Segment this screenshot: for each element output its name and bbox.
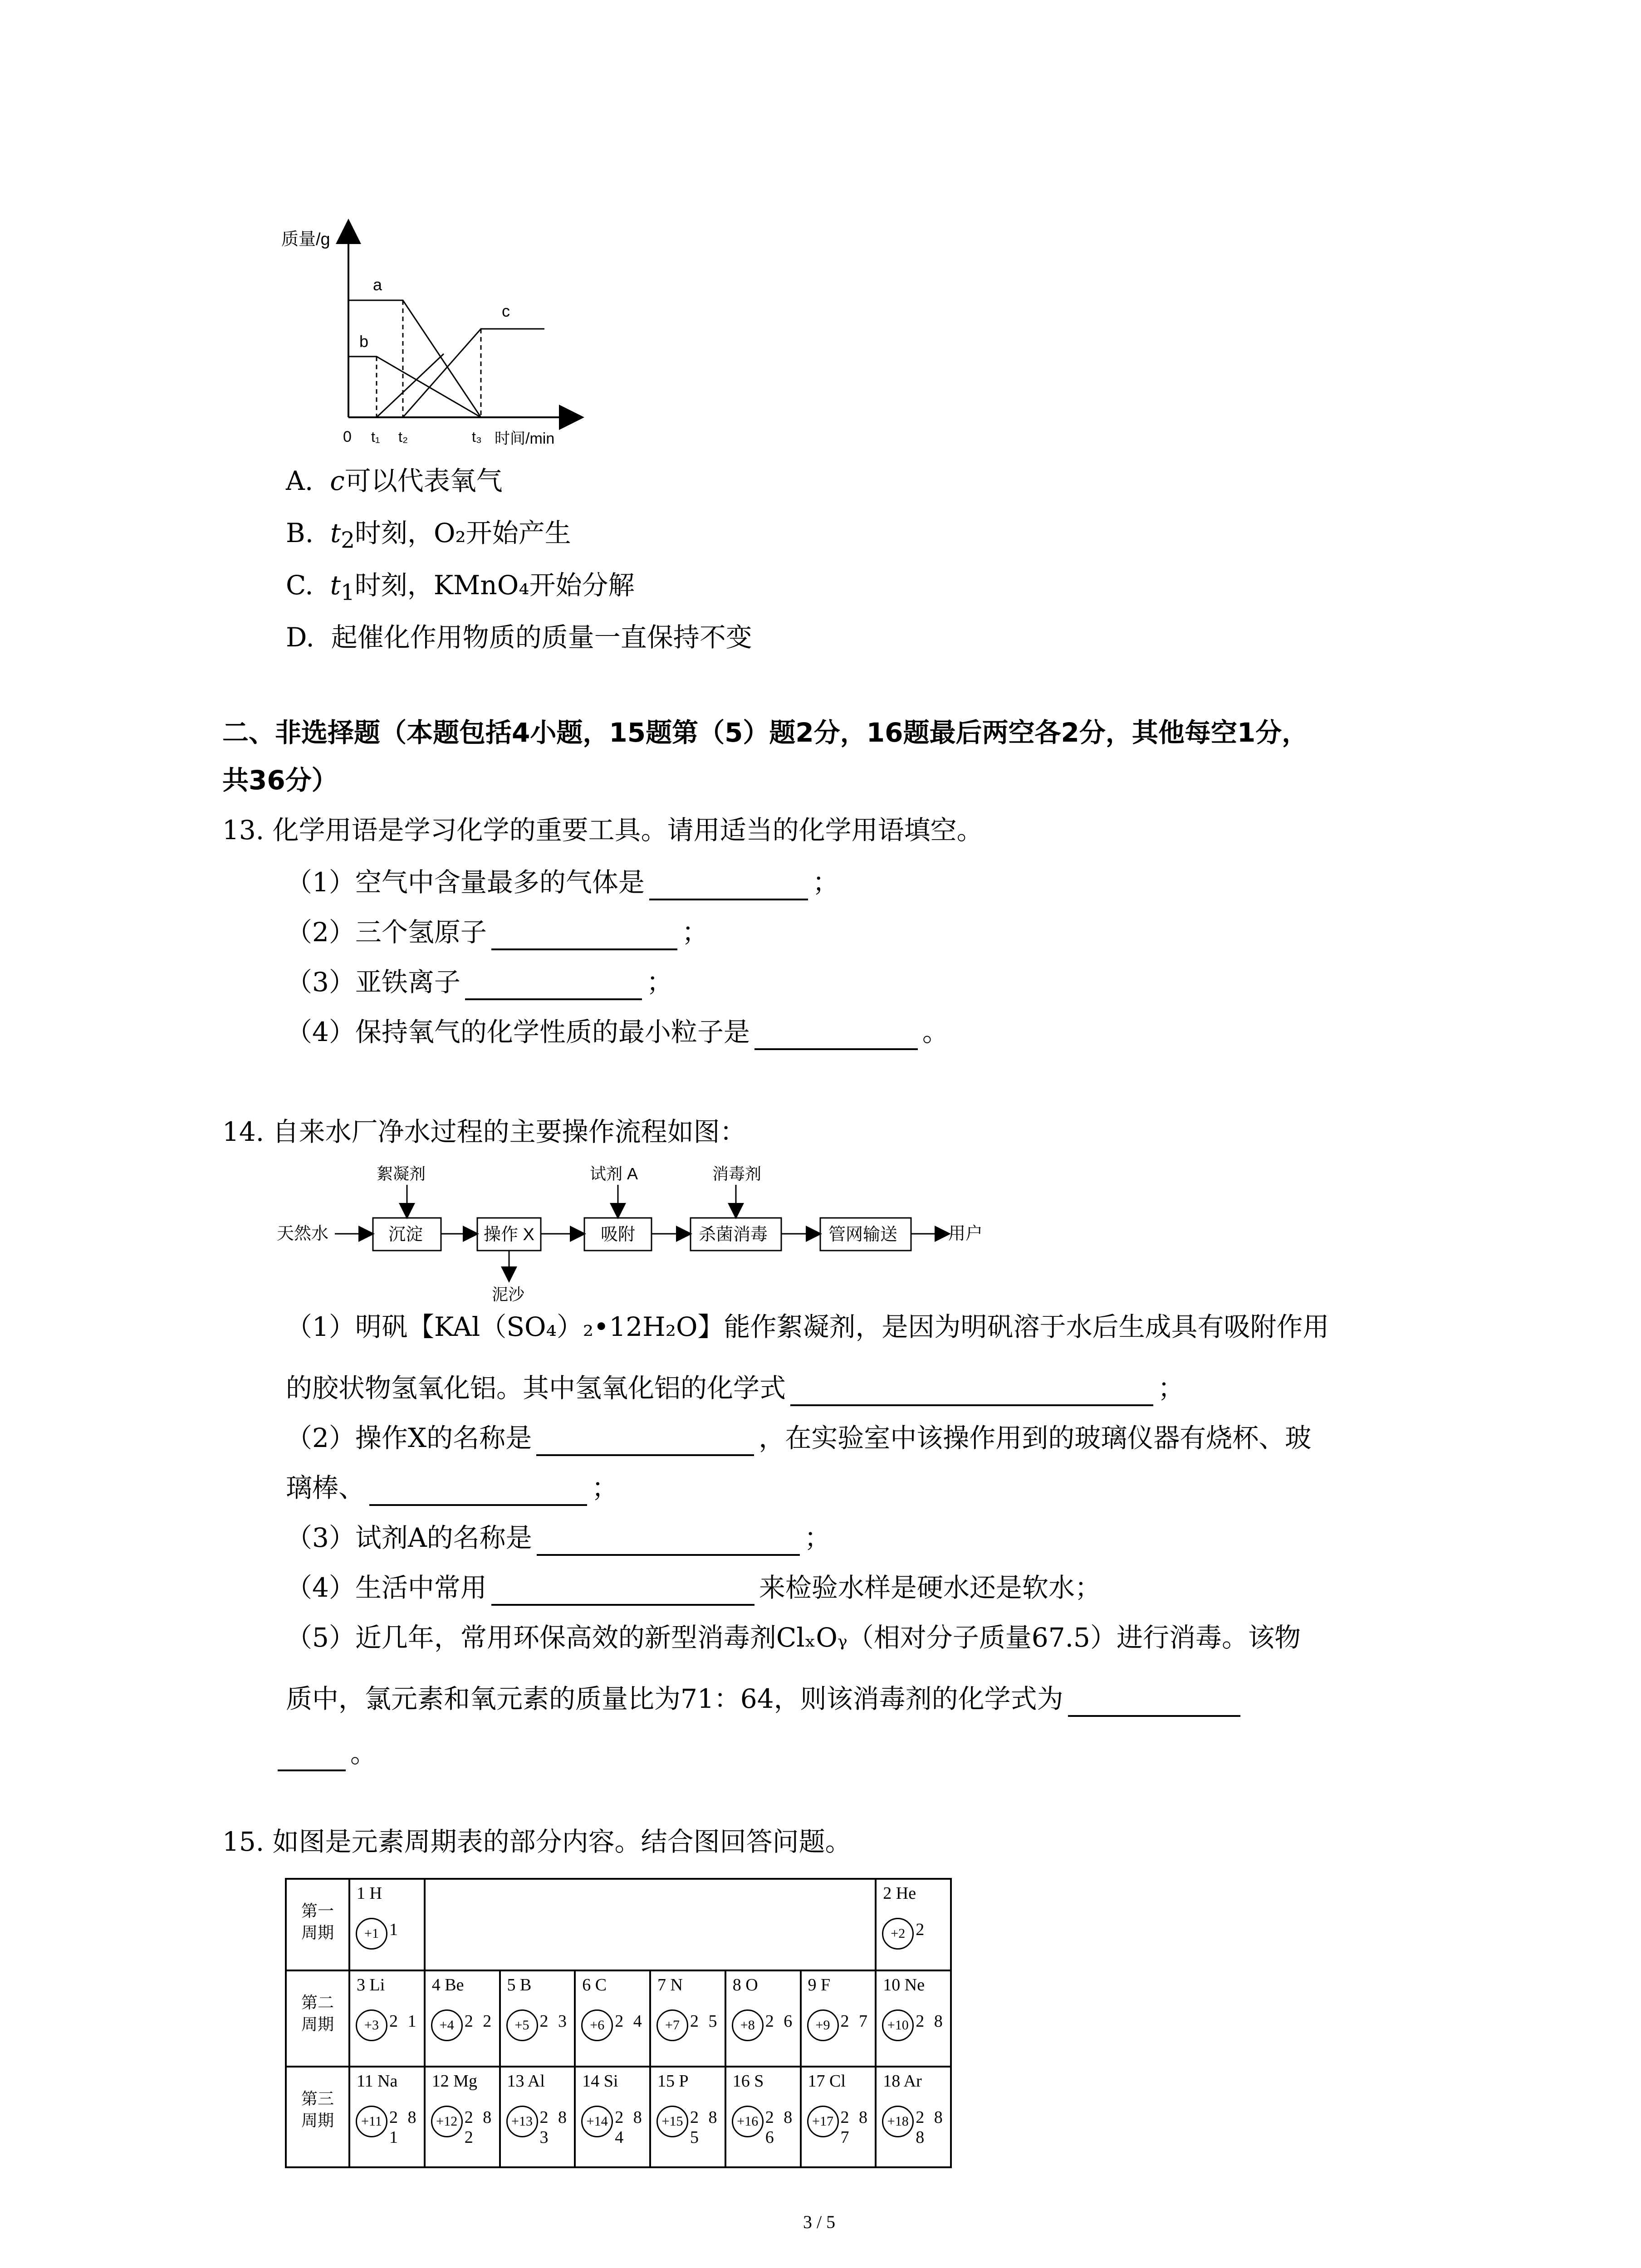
flow-box-4: 杀菌消毒	[699, 1225, 768, 1244]
q14-part1-line2: 的胶状物氢氧化铝。其中氢氧化铝的化学式 ；	[286, 1370, 1184, 1406]
element-cell: 14 Si +14 2 8 4	[575, 2067, 650, 2167]
element-cell: 9 F +9 2 7	[801, 1970, 876, 2067]
flow-box-2: 操作 X	[484, 1225, 534, 1244]
element-cell: 5 B +5 2 3	[500, 1970, 575, 2067]
answer-blank[interactable]	[536, 1427, 754, 1456]
q14-part4: （4）生活中常用 来检验水样是硬水还是软水；	[286, 1569, 1101, 1606]
period-label-1: 第一 周期	[286, 1879, 349, 1970]
q13-title: 13. 化学用语是学习化学的重要工具。请用适当的化学用语填空。	[222, 815, 983, 846]
section2-heading-line1: 二、非选择题（本题包括4小题，15题第（5）题2分，16题最后两空各2分，其他每空1分，	[222, 717, 1308, 748]
graph-origin: 0	[343, 428, 352, 445]
water-treatment-flowchart	[277, 1161, 1012, 1311]
element-cell: 7 N +7 2 5	[650, 1970, 725, 2067]
q14-part5-line1: （5）近几年，常用环保高效的新型消毒剂ClₓOᵧ（相对分子质量67.5）进行消毒。该物	[286, 1622, 1301, 1653]
graph-ylabel: 质量/g	[281, 230, 330, 249]
flow-input-2: 试剂 A	[590, 1164, 638, 1183]
mass-time-graph	[254, 218, 599, 463]
q13-item-3: （3）亚铁离子 ；	[286, 964, 673, 1000]
element-cell: 6 C +6 2 4	[575, 1970, 650, 2067]
answer-blank[interactable]	[537, 1527, 800, 1556]
flow-box-1: 沉淀	[388, 1225, 423, 1244]
q13-item-2: （2）三个氢原子 ；	[286, 914, 708, 950]
element-cell: 2 He +2 2	[876, 1879, 951, 1970]
element-cell: 15 P +15 2 8 5	[650, 2067, 725, 2167]
q13-item-1: （1）空气中含量最多的气体是 ；	[286, 864, 839, 900]
q14-part5-line3: 。	[278, 1735, 377, 1771]
element-cell: 17 Cl +17 2 8 7	[801, 2067, 876, 2167]
answer-blank[interactable]	[1068, 1688, 1240, 1717]
graph-tick-t3: t₃	[472, 429, 482, 445]
flow-input-1: 絮凝剂	[377, 1164, 426, 1183]
element-cell: 12 Mg +12 2 8 2	[425, 2067, 500, 2167]
q14-part2-line2: 璃棒、 ；	[286, 1470, 618, 1506]
answer-blank[interactable]	[790, 1377, 1153, 1406]
q14-part1-line1: （1）明矾【KAl（SO₄）₂•12H₂O】能作絮凝剂，是因为明矾溶于水后生成具有吸附作用	[286, 1311, 1329, 1342]
flow-start: 天然水	[277, 1224, 329, 1243]
element-cell: 1 H +1 1	[349, 1879, 425, 1970]
q15-title: 15. 如图是元素周期表的部分内容。结合图回答问题。	[222, 1826, 852, 1857]
graph-tick-t2: t₂	[398, 429, 408, 445]
answer-blank[interactable]	[754, 1021, 918, 1050]
flow-box-5: 管网输送	[828, 1225, 898, 1244]
answer-blank[interactable]	[465, 971, 642, 1000]
flow-output: 泥沙	[492, 1285, 525, 1304]
element-cell: 11 Na +11 2 8 1	[349, 2067, 425, 2167]
answer-blank[interactable]	[491, 1577, 754, 1606]
option-c: C. $t_1$时刻，KMnO₄开始分解	[286, 570, 635, 606]
q14-part2-line1: （2）操作X的名称是 ，在实验室中该操作用到的玻璃仪器有烧杯、玻	[286, 1420, 1311, 1456]
flow-box-3: 吸附	[601, 1225, 636, 1244]
section2-heading-line2: 共36分）	[222, 765, 338, 796]
q14-part5-line2: 质中，氯元素和氧元素的质量比为71：64，则该消毒剂的化学式为	[286, 1681, 1245, 1717]
answer-blank[interactable]	[369, 1477, 587, 1506]
answer-blank[interactable]	[649, 871, 808, 900]
graph-label-a: a	[373, 275, 382, 294]
element-cell: 16 S +16 2 8 6	[725, 2067, 801, 2167]
answer-blank[interactable]	[278, 1742, 346, 1771]
graph-label-b: b	[359, 332, 369, 351]
graph-label-c: c	[502, 302, 510, 320]
graph-xlabel: 时间/min	[495, 430, 555, 447]
q14-part3: （3）试剂A的名称是 ；	[286, 1520, 831, 1556]
page-number: 3 / 5	[803, 2212, 836, 2232]
option-b: B. $t_2$时刻，O₂开始产生	[286, 518, 571, 553]
period-label-3: 第三 周期	[286, 2067, 349, 2167]
element-cell: 18 Ar +18 2 8 8	[876, 2067, 951, 2167]
option-d: D. 起催化作用物质的质量一直保持不变	[286, 622, 752, 653]
element-cell: 3 Li +3 2 1	[349, 1970, 425, 2067]
element-cell: 4 Be +4 2 2	[425, 1970, 500, 2067]
answer-blank[interactable]	[491, 921, 677, 950]
q14-title: 14. 自来水厂净水过程的主要操作流程如图：	[222, 1116, 746, 1147]
q13-item-4: （4）保持氧气的化学性质的最小粒子是 。	[286, 1014, 949, 1050]
flow-end: 用户	[948, 1224, 983, 1243]
element-cell: 10 Ne +10 2 8	[876, 1970, 951, 2067]
option-a: A. c可以代表氧气	[286, 465, 503, 496]
element-cell: 13 Al +13 2 8 3	[500, 2067, 575, 2167]
element-cell: 8 O +8 2 6	[725, 1970, 801, 2067]
graph-tick-t1: t₁	[371, 429, 380, 445]
period-label-2: 第二 周期	[286, 1970, 349, 2067]
periodic-table	[285, 1878, 952, 2168]
flow-input-3: 消毒剂	[712, 1164, 762, 1183]
